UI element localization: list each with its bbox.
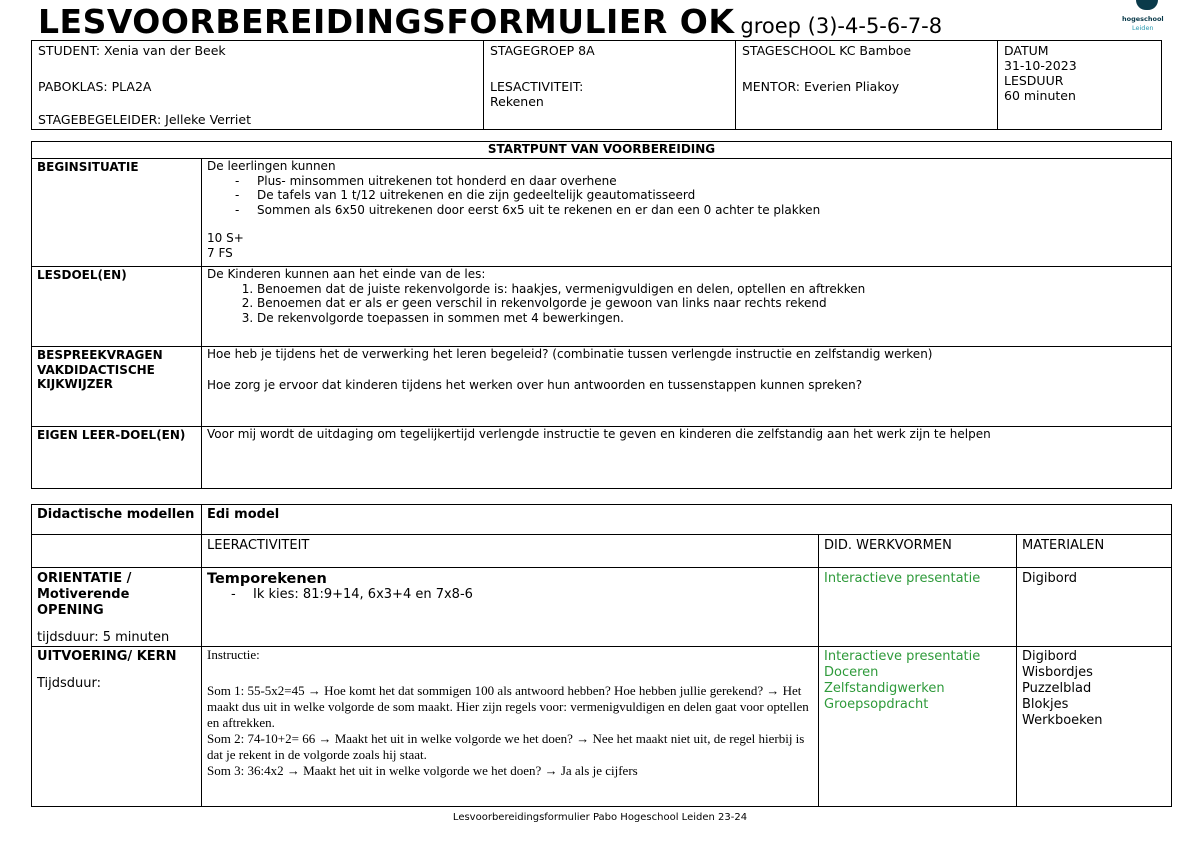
list-item: 2. Benoemen dat er als er geen verschil in rekenvolgorde je gewoon van links naar rechts rekend (257, 296, 1166, 311)
didactisch-model-value: Edi model (202, 505, 1172, 535)
startpunt-heading: STARTPUNT VAN VOORBEREIDING (32, 142, 1172, 159)
document-title (38, 2, 942, 41)
bespreekvraag-1: Hoe heb je tijdens het de verwerking het leren begeleid? (combinatie tussen verlengde instructie en zelfstandig werken) (207, 347, 933, 361)
bespreekvragen-label: BESPREEKVRAGEN VAKDIDACTISCHE KIJKWIJZER (32, 347, 202, 427)
list-item: - Plus- minsommen uitrekenen tot honderd en daar overhene (235, 174, 1166, 189)
stagegroep-value: 8A (578, 43, 595, 58)
eigen-leerdoel-content: Voor mij wordt de uitdaging om tegelijkertijd verlengde instructie te geven en kinderen die zelfstandig aan het werk zijn te helpen (202, 427, 1172, 489)
datum-value: 31-10-2023 (1004, 58, 1077, 73)
eigen-leerdoel-label: EIGEN LEER-DOEL(EN) (32, 427, 202, 489)
uitvoering-som-2: Som 2: 74-10+2= 66 → Maakt het uit in welke volgorde we het doen? → Nee het maakt niet uit, de regel hierbij is dat je rekent in de volgorde zoals hij staat. (207, 731, 805, 762)
orientatie-list (207, 587, 813, 603)
beginsituatie-fs: 7 FS (207, 245, 233, 260)
list-item: Digibord (1022, 649, 1078, 664)
bespreekvragen-content (202, 347, 1172, 427)
list-item: - Sommen als 6x50 uitrekenen door eerst 6x5 uit te rekenen en er dan een 0 achter te plakken (235, 203, 1166, 218)
lesduur-label: LESDUUR (1004, 73, 1064, 88)
uitvoering-werkvormen (819, 647, 1017, 807)
list-item: 1. Benoemen dat de juiste rekenvolgorde is: haakjes, vermenigvuldigen en delen, optellen en aftrekken (257, 282, 1166, 297)
logo-shape-icon (1136, 0, 1158, 10)
list-item: Interactieve presentatie (824, 649, 981, 664)
logo-line1: hogeschool (1122, 15, 1164, 23)
title-main: LESVOORBEREIDINGSFORMULIER OK (38, 2, 735, 41)
beginsituatie-label: BEGINSITUATIE (32, 159, 202, 267)
uitvoering-label: UITVOERING/ KERN (37, 649, 177, 664)
logo-line2: Leiden (1132, 24, 1154, 32)
col-materialen: MATERIALEN (1017, 535, 1172, 568)
lesactiviteit-label: LESACTIVITEIT: (490, 79, 584, 94)
paboklas: PABOKLAS: PLA2A (38, 79, 152, 94)
lesactiviteit-value: Rekenen (490, 94, 544, 109)
orientatie-title: Temporekenen (207, 571, 327, 587)
student-name: STUDENT: Xenia van der Beek (38, 43, 226, 58)
uitvoering-time: Tijdsduur: (37, 676, 102, 691)
stagegroep-cell (484, 41, 736, 130)
beginsituatie-list (207, 174, 1166, 218)
beginsituatie-content (202, 159, 1172, 267)
stagebegeleider: STAGEBEGELEIDER: Jelleke Verriet (38, 112, 251, 127)
lesdoel-intro: De Kinderen kunnen aan het einde van de les: (207, 267, 486, 281)
list-item: Puzzelblad (1022, 681, 1092, 696)
beginsituatie-intro: De leerlingen kunnen (207, 159, 336, 173)
list-item: - Ik kies: 81:9+14, 6x3+4 en 7x8-6 (231, 587, 813, 603)
col-leeractiviteit: LEERACTIVITEIT (202, 535, 819, 568)
beginsituatie-s: 10 S+ (207, 231, 244, 245)
orientatie-label: ORIENTATIE / Motiverende OPENING (37, 571, 132, 618)
uitvoering-cell (32, 647, 202, 807)
stageschool: STAGESCHOOL KC Bamboe (742, 43, 912, 58)
title-sub: groep (3)-4-5-6-7-8 (740, 14, 943, 38)
list-item: Groepsopdracht (824, 697, 929, 712)
bespreekvraag-2: Hoe zorg je ervoor dat kinderen tijdens het werken over hun antwoorden en tussenstappen kunnen spreken? (207, 377, 863, 392)
lesdoel-label: LESDOEL(EN) (32, 267, 202, 347)
lesduur-value: 60 minuten (1004, 88, 1076, 103)
stageschool-cell (736, 41, 998, 130)
hogeschool-logo (1120, 0, 1164, 34)
header-table (31, 40, 1162, 130)
empty-header-cell (32, 535, 202, 568)
orientatie-activity (202, 568, 819, 647)
stagegroep-label: STAGEGROEP (490, 43, 575, 58)
lesdoel-list (207, 282, 1166, 326)
orientatie-cell (32, 568, 202, 647)
datum-label: DATUM (1004, 43, 1049, 58)
mentor: MENTOR: Everien Pliakoy (742, 79, 900, 94)
uitvoering-activity (202, 647, 819, 807)
uitvoering-som-3: Som 3: 36:4x2 → Maakt het uit in welke volgorde we het doen? → Ja als je cijfers (207, 763, 638, 778)
page-footer: Lesvoorbereidingsformulier Pabo Hogeschool Leiden 23-24 (452, 812, 748, 823)
list-item: - De tafels van 1 t/12 uitrekenen en die zijn gedeeltelijk geautomatisseerd (235, 188, 1166, 203)
list-item: Doceren (824, 665, 879, 680)
col-werkvormen: DID. WERKVORMEN (819, 535, 1017, 568)
student-cell (32, 41, 484, 130)
orientatie-materiaal: Digibord (1017, 568, 1172, 647)
list-item: Werkboeken (1022, 713, 1103, 728)
uitvoering-materialen (1017, 647, 1172, 807)
list-item: Blokjes (1022, 697, 1069, 712)
list-item: 3. De rekenvolgorde toepassen in sommen met 4 bewerkingen. (257, 311, 1166, 326)
didactische-modellen-label: Didactische modellen (32, 505, 202, 535)
startpunt-table (31, 141, 1172, 489)
lesdoel-content (202, 267, 1172, 347)
uitvoering-som-1: Som 1: 55-5x2=45 → Hoe komt het dat sommigen 100 als antwoord hebben? Hoe hebben jullie gerekend? → Het maakt dus uit in welke volgorde de som maakt. Hier zijn regels voor: vermenigvuldigen en delen gaat voor optellen en aftrekken. (207, 683, 809, 730)
orientatie-werkvorm: Interactieve presentatie (819, 568, 1017, 647)
datum-cell (998, 41, 1162, 130)
orientatie-time: tijdsduur: 5 minuten (37, 630, 170, 645)
didactiek-table (31, 504, 1172, 807)
uitvoering-instructie: Instructie: (207, 647, 260, 662)
list-item: Wisbordjes (1022, 665, 1093, 680)
list-item: Zelfstandigwerken (824, 681, 945, 696)
